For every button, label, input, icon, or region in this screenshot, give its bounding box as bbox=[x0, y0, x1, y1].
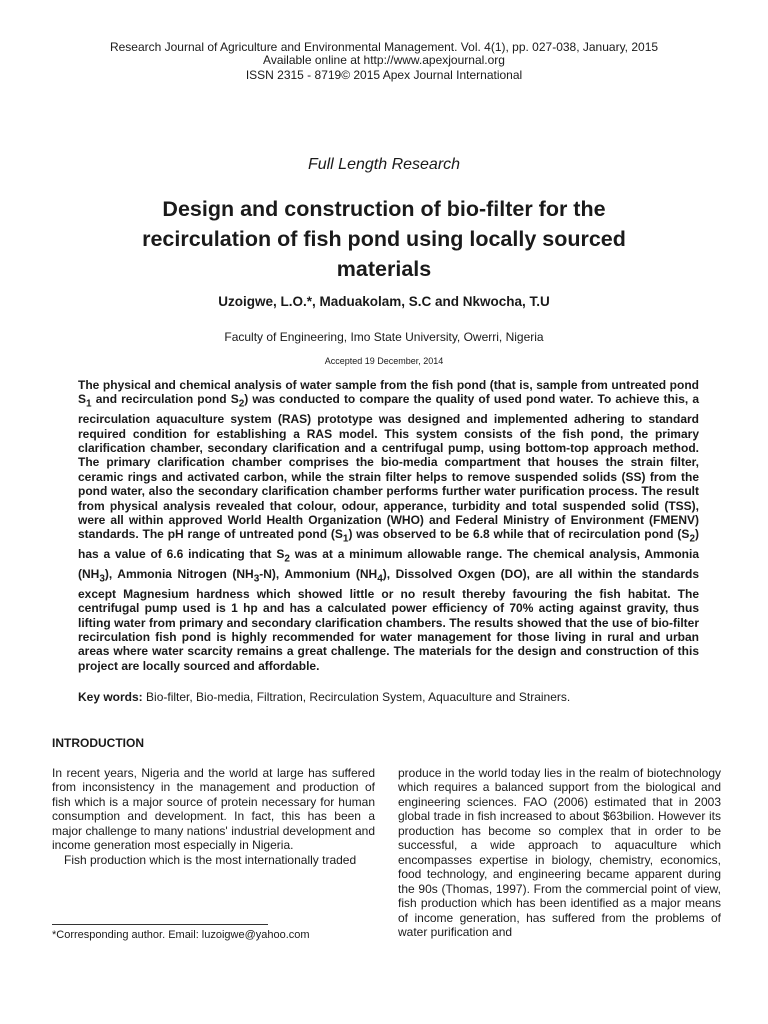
title-line-3: materials bbox=[336, 257, 432, 281]
footnote-divider bbox=[52, 924, 268, 925]
journal-citation: Research Journal of Agriculture and Environmental Management. Vol. 4(1), pp. 027-038, January, 2015 bbox=[109, 40, 659, 54]
article-title bbox=[0, 194, 768, 284]
keywords-label: Key words: bbox=[78, 690, 143, 704]
section-heading-introduction: INTRODUCTION bbox=[52, 736, 144, 750]
keywords bbox=[78, 690, 699, 704]
corresponding-author-footnote: *Corresponding author. Email: luzoigwe@yahoo.com bbox=[52, 929, 310, 941]
keywords-text: Bio-filter, Bio-media, Filtration, Recirculation System, Aquaculture and Strainers. bbox=[142, 690, 571, 704]
intro-paragraph-1: In recent years, Nigeria and the world at large has suffered from inconsistency in the management and production of fish which is a major source of protein necessary for human consumption and development. In fact, this has been a major challenge to many nations' industrial development and income generation most especially in Nigeria. bbox=[52, 766, 375, 853]
abstract: The physical and chemical analysis of water sample from the fish pond (that is, sample from untreated pond $S_1$ and recirculation pond $S_2$) was conducted to compare the quality of used pond water. To achieve this, a recirculation aquaculture system (RAS) prototype was designed and implemented adhering to standard required condition for establishing a RAS model. This system consists of the fish pond, the primary clarification chamber, secondary clarification and a centrifugal pump, using bottom-top approach method. The primary clarification chamber comprises the bio-media compartment that houses the strain filter, ceramic rings and activated carbon, while the strain filter helps to remove suspended solids (SS) from the pond water, also the secondary clarification chamber performs further water purification process. The result from physical analysis revealed that colour, odour, apperance, turbidity and total suspended solid (TSS), were all within approved World Health Organization (WHO) and Federal Ministry of Environment (FMENV) standards. The pH range of untreated pond $(S_1)$ was observed to be 6.8 while that of recirculation pond $(S_2)$ has a value of 6.6 indicating that $S_2$ was at a minimum allowable range. The chemical analysis, Ammonia $(NH_3)$, Ammonia Nitrogen $(NH_3-N)$, Ammonium $(NH_4)$, Dissolved Oxgen (DO), are all within the standards except Magnesium hardness which showed little or no result thereby favouring the fish habitat. The centrifugal pump used is 1 hp and has a calculated power efficiency of 70% acting against gravity, thus lifting water from primary and secondary clarification chambers. The results showed that the use of bio-filter recirculation fish pond is highly recommended for water management for those living in rural and urban areas where water scarcity remains a great challenge. The materials for the design and construction of this project are locally sourced and affordable. bbox=[78, 378, 700, 673]
article-type: Full Length Research bbox=[307, 156, 461, 173]
accepted-date: Accepted 19 December, 2014 bbox=[324, 356, 444, 366]
journal-issn: ISSN 2315 - 8719© 2015 Apex Journal International bbox=[245, 68, 523, 82]
intro-paragraph-2: Fish production which is the most internationally traded bbox=[64, 852, 357, 867]
intro-left-column bbox=[52, 766, 375, 867]
intro-paragraph-3: produce in the world today lies in the realm of biotechnology which requires a balanced support from the biological and engineering sciences. FAO (2006) estimated that in 2003 global trade in fish increased to about $63bilion. However its production has become so complex that in order to be successful, a wide approach to aquaculture which encompasses expertise in biology, chemistry, economics, food technology, and engineering became apparent during the 90s (Thomas, 1997). From the commercial point of view, fish production which has been identified as a major means of income generation, has suffered from the problems of water purification and bbox=[398, 766, 721, 939]
title-line-2: recirculation of fish pond using locally sourced bbox=[142, 227, 626, 251]
intro-right-column bbox=[398, 766, 721, 939]
affiliation: Faculty of Engineering, Imo State University, Owerri, Nigeria bbox=[224, 330, 544, 344]
journal-website: Available online at http://www.apexjournal.org bbox=[263, 53, 505, 67]
title-line-1: Design and construction of bio-filter for the bbox=[162, 197, 606, 221]
author-list: Uzoigwe, L.O.*, Maduakolam, S.C and Nkwocha, T.U bbox=[218, 294, 550, 309]
